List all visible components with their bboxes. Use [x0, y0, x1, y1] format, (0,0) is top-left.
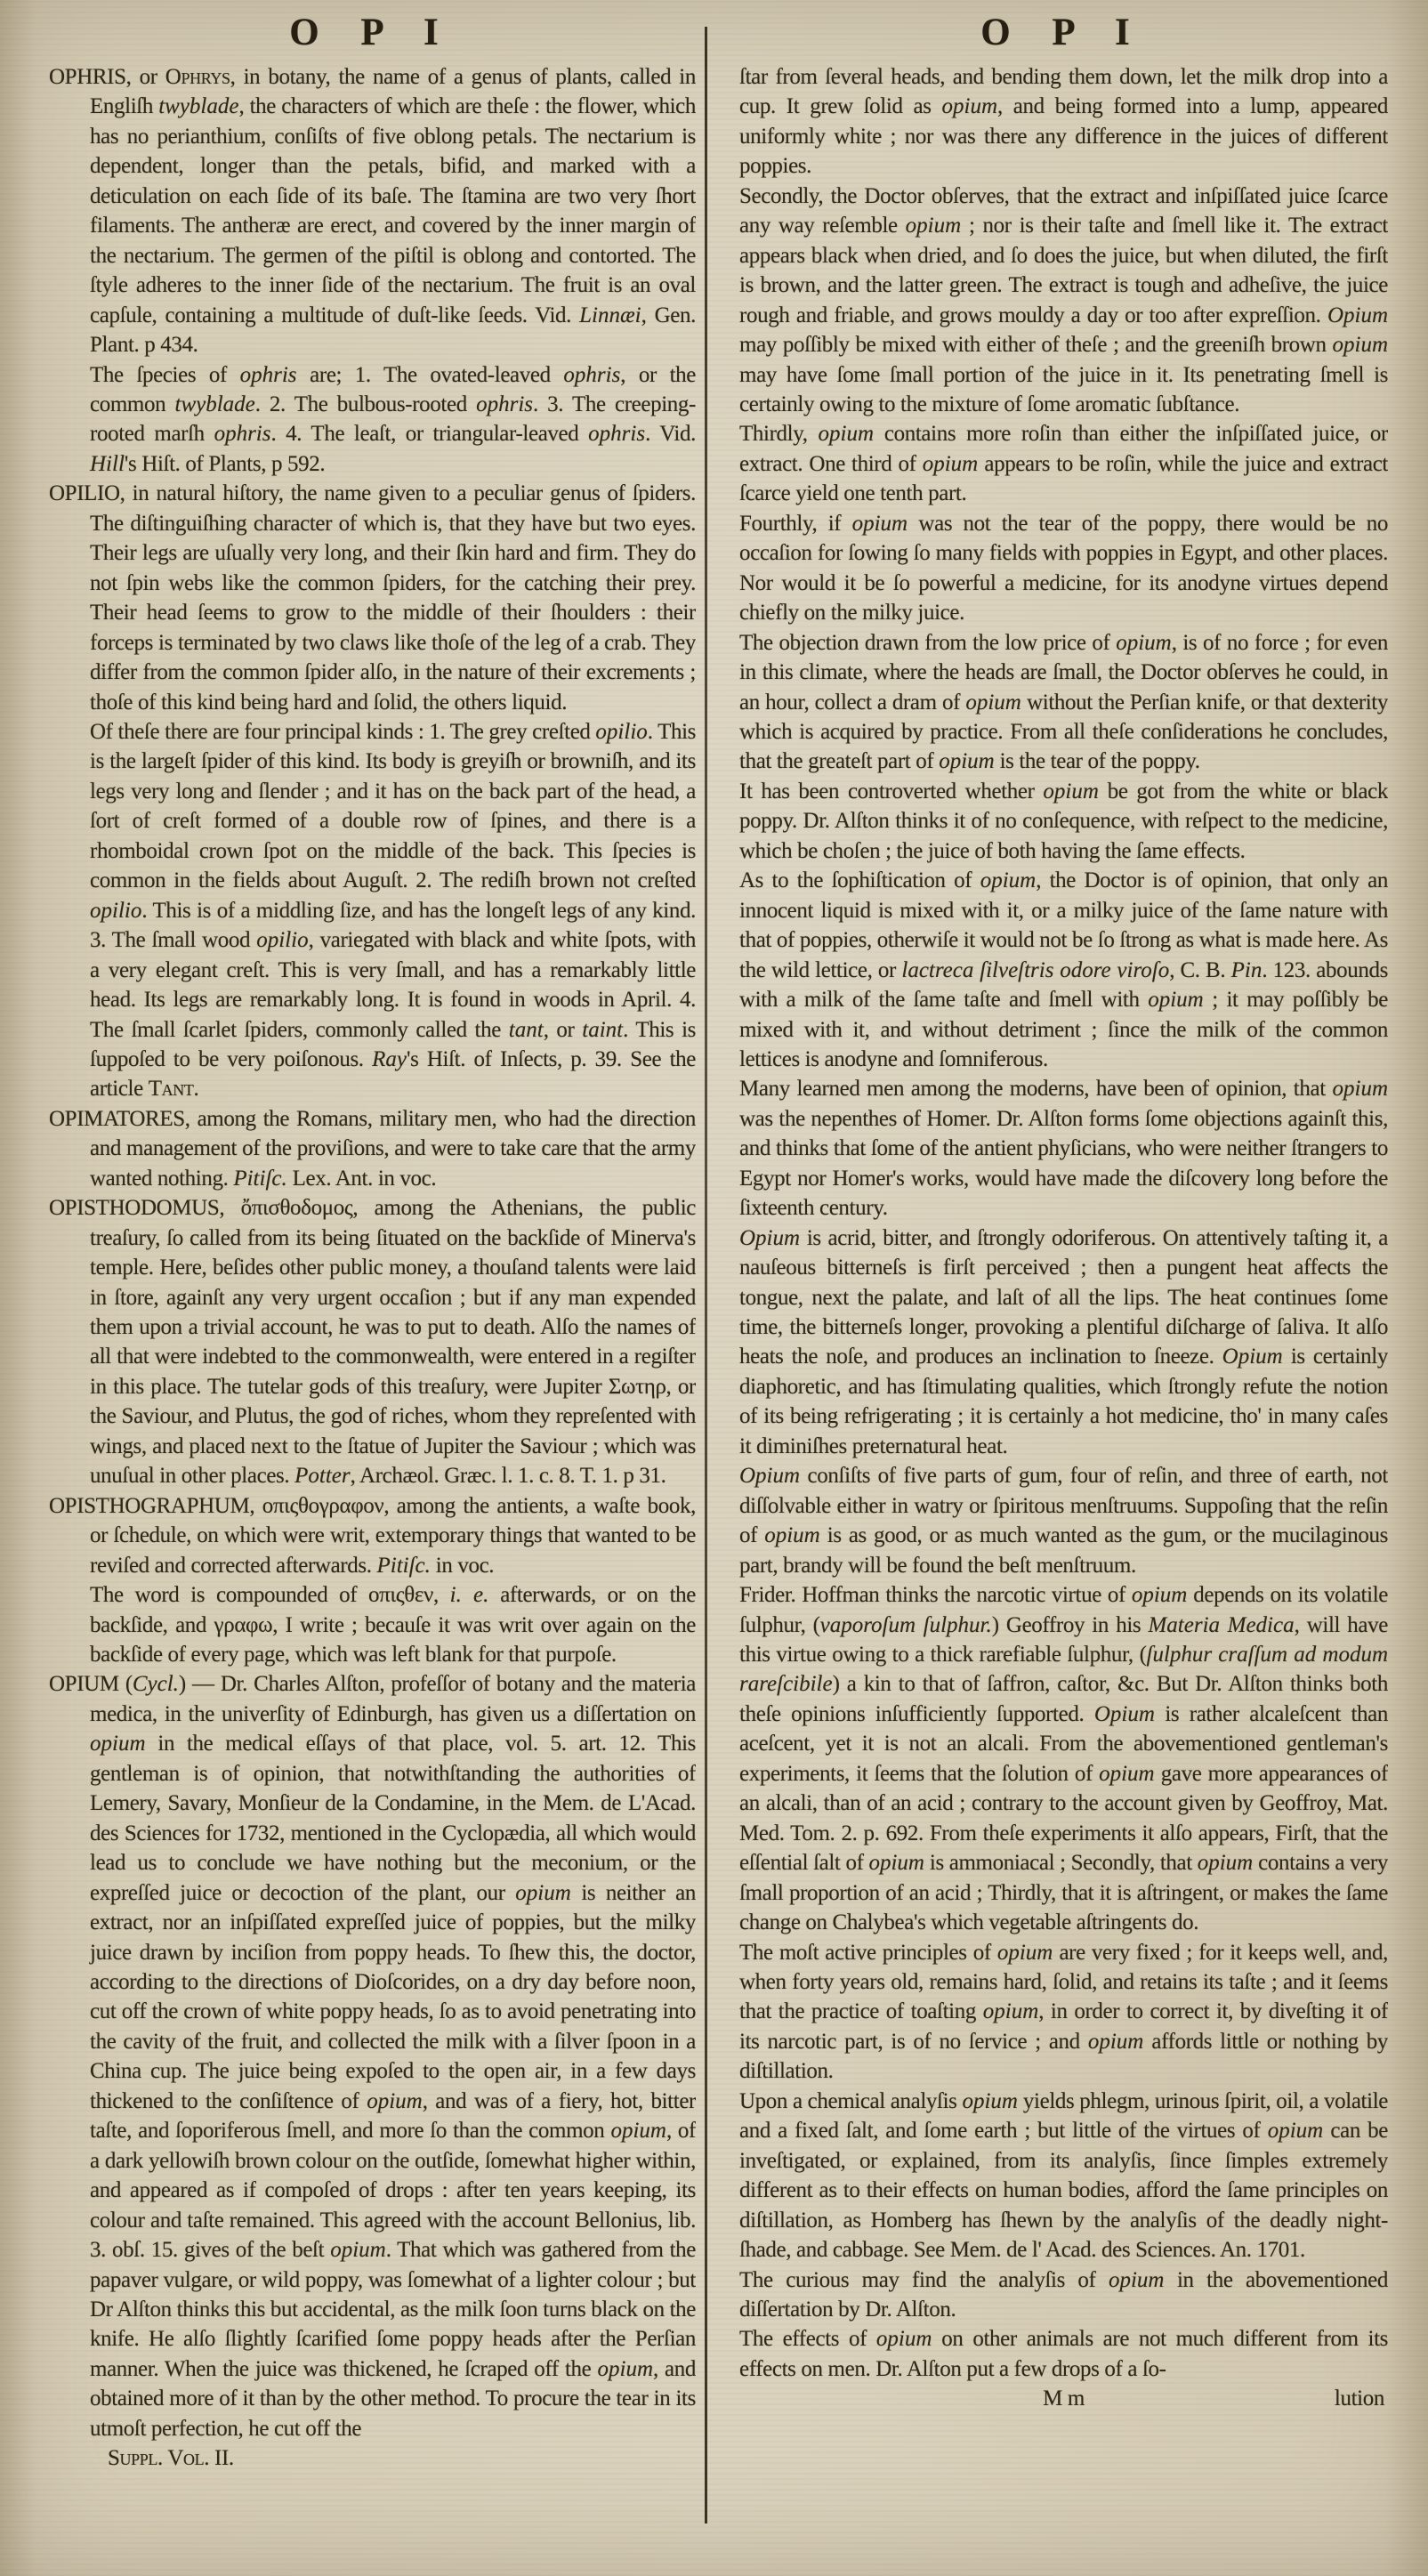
paragraph: Frider. Hoffman thinks the narcotic virtue of opium depends on its volatile ſulphur, (vaporoſum ſulphur.) Geoffroy in his Materia Medica, will have this virtue owing to a thick rarefiable ſulphur, (ſulphur craſſum ad modum rareſcibile) a kin to that of ſaffron, caſtor, &c. But Dr. Alſton thinks both theſe opinions inſufficiently ſupported. Opium is rather alcaleſcent than aceſcent, yet it is not an alcali. From the abovementioned gentleman's experiments, it ſeems that the ſolution of opium gave more appearances of an alcali, than of an acid ; contrary to the account given by Geoffroy, Mat. Med. Tom. 2. p. 692. From theſe experiments it alſo appears, Firſt, that the eſſential ſalt of opium is ammoniacal ; Secondly, that opium contains a very ſmall proportion of an acid ; Thirdly, that it is aſtringent, or makes the ſame change on Chalybea's which vegetable aſtringents do.	[739, 1583, 1388, 1935]
entry-paragraph: OPIUM (Cycl.) — Dr. Charles Alſton, profeſſor of botany and the materia medica, in the univerſity of Edinburgh, has given us a diſſertation on opium in the medical eſſays of that place, vol. 5. art. 12. This gentleman is of opinion, that notwithſtanding the authorities of Lemery, Savary, Monſieur de la Condamine, in the Mem. de L'Acad. des Sciences for 1732, mentioned in the Cyclopædia, all which would lead us to conclude we have nothing but the meconium, or the expreſſed juice or decoction of the plant, our opium is neither an extract, nor an inſpiſſated expreſſed juice of poppies, but the milky juice drawn by inciſion from poppy heads. To ſhew this, the doctor, according to the directions of Dioſcorides, on a dry day before noon, cut off the crown of white poppy heads, ſo as to avoid penetrating into the cavity of the fruit, and collected the milk with a ſilver ſpoon in a China cup. The juice being expoſed to the open air, in a few days thickened to the conſiſtence of opium, and was of a fiery, hot, bitter taſte, and ſoporiferous ſmell, and more ſo than the common opium, of a dark yellowiſh brown colour on the outſide, ſomewhat higher within, and appeared as if compoſed of drops : after ten years keeping, its colour and taſte remained. This agreed with the account Bellonius, lib. 3. obſ. 15. gives of the beſt opium. That which was gathered from the papaver vulgare, or wild poppy, was ſomewhat of a lighter colour ; but Dr Alſton thinks this but accidental, as the milk ſoon turns black on the knife. He alſo ſlightly ſcarified ſome poppy heads after the Perſian manner. When the juice was thickened, he ſcraped off the opium, and obtained more of it than by the other method. To procure the tear in its utmoſt perfection, he cut off the	[49, 1672, 696, 2441]
entry-paragraph: OPISTHODOMUS, ὄπισθοδομος, among the Athenians, the public treaſury, ſo called from its being ſituated on the backſide of Minerva's temple. Here, beſides other public money, a thouſand talents were laid in ſtore, againſt any very urgent occaſion ; but if any man expended them upon a trivial account, he was to put to death. Alſo the names of all that were indebted to the commonwealth, were entered in a regiſter in this place. The tutelar gods of this treaſury, were Jupiter Σωτηρ, or the Saviour, and Plutus, the god of riches, whom they repreſented with wings, and placed next to the ſtatue of Jupiter the Saviour ; which was unuſual in other places. Potter, Archæol. Græc. l. 1. c. 8. T. 1. p 31.	[49, 1196, 696, 1489]
entry-paragraph: OPHRIS, or Ophrys, in botany, the name of a genus of plants, called in Engliſh twyblade, the characters of which are theſe : the flower, which has no perianthium, conſiſts of five oblong petals. The nectarium is dependent, longer than the petals, bifid, and marked with a deticulation on each ſide of its baſe. The ſtamina are two very ſhort filaments. The antheræ are erect, and covered by the inner margin of the nectarium. The germen of the piſtil is oblong and contorted. The ſtyle adheres to the inner ſide of the nectarium. The fruit is an oval capſule, containing a multitude of duſt-like ſeeds. Vid. Linnæi, Gen. Plant. p 434.	[49, 65, 696, 358]
sheet-signature: M m	[1043, 2386, 1085, 2411]
catchword: lution	[1334, 2386, 1384, 2411]
running-head-right: O P I	[980, 12, 1146, 53]
paragraph: Thirdly, opium contains more roſin than either the inſpiſſated juice, or extract. One third of opium appears to be roſin, while the juice and extract ſcarce yield one tenth part.	[739, 422, 1388, 506]
paragraph: Fourthly, if opium was not the tear of the poppy, there would be no occaſion for ſowing ſo many fields with poppies in Egypt, and other places. Nor would it be ſo powerful a medicine, for its anodyne virtues depend chiefly on the milky juice.	[739, 511, 1388, 626]
paragraph: The word is compounded of οπιςθεν, i. e. afterwards, or on the backſide, and γραφω, I write ; becauſe it was writ over again on the backſide of every page, which was left blank for that purpoſe.	[90, 1583, 696, 1668]
paragraph: Secondly, the Doctor obſerves, that the extract and inſpiſſated juice ſcarce any way reſemble opium ; nor is their taſte and ſmell like it. The extract appears black when dried, and ſo does the juice, but when diluted, the firſt is brown, and the latter green. The extract is tough and adheſive, the juice rough and friable, and grows mouldy a day or too after expreſſion. Opium may poſſibly be mixed with either of theſe ; and the greeniſh brown opium may have ſome ſmall portion of the juice in it. Its penetrating ſmell is certainly owing to the mixture of ſome aromatic ſubſtance.	[739, 183, 1388, 416]
paragraph: Opium conſiſts of five parts of gum, four of reſin, and three of earth, not diſſolvable either in watry or ſpiritous menſtruums. Suppoſing that the reſin of opium is as good, or as much wanted as the gum, or the mucilaginous part, brandy will be found the beſt menſtruum.	[739, 1464, 1388, 1578]
paragraph: Of theſe there are four principal kinds : 1. The grey creſted opilio. This is the largeſt ſpider of this kind. Its body is greyiſh or browniſh, and its legs very long and ſlender ; and it has on the back part of the head, a ſort of creſt formed of a double row of ſpines, and there is a rhomboidal crown ſpot on the middle of the back. This ſpecies is common in the fields about Auguſt. 2. The rediſh brown not creſted opilio. This is of a middling ſize, and has the longeſt legs of any kind. 3. The ſmall wood opilio, variegated with black and white ſpots, with a very elegant creſt. This is very ſmall, and has a remarkably little head. Its legs are remarkably long. It is found in woods in April. 4. The ſmall ſcarlet ſpiders, commonly called the tant, or taint. This is ſuppoſed to be very poiſonous. Ray's Hiſt. of Inſects, p. 39. See the article Tant.	[90, 719, 696, 1102]
paragraph: Many learned men among the moderns, have been of opinion, that opium was the nepenthes of Homer. Dr. Alſton forms ſome objections againſt this, and thinks that ſome of the antient phyſicians, who were neither ſtrangers to Egypt nor Homer's works, would have made the diſcovery long before the ſixteenth century.	[739, 1077, 1388, 1221]
paragraph: The objection drawn from the low price of opium, is of no force ; for even in this climate, where the heads are ſmall, the Doctor obſerves he could, in an hour, collect a dram of opium without the Perſian knife, or that dexterity which is acquired by practice. From all theſe conſiderations he concludes, that the greateſt part of opium is the tear of the poppy.	[739, 630, 1388, 774]
paragraph: Suppl. Vol. II.	[108, 2446, 234, 2471]
paragraph: The moſt active principles of opium are very fixed ; for it keeps well, and, when forty years old, remains hard, ſolid, and retains its taſte ; and it ſeems that the practice of toaſting opium, in order to correct it, by diveſting it of its narcotic part, is of no ſervice ; and opium affords little or nothing by diſtillation.	[739, 1940, 1388, 2084]
signature-row	[739, 2384, 1388, 2414]
paragraph: It has been controverted whether opium be got from the white or black poppy. Dr. Alſton thinks it of no conſequence, with reſpect to the medicine, which be choſen ; the juice of both having the ſame effects.	[739, 779, 1388, 863]
paragraph: The effects of opium on other animals are not much different from its effects on men. Dr. Alſton put a few drops of a ſo-	[739, 2327, 1388, 2381]
paragraph: The ſpecies of ophris are; 1. The ovated-leaved ophris, or the common twyblade. 2. The bulbous-rooted ophris. 3. The creeping-rooted marſh ophris. 4. The leaſt, or triangular-leaved ophris. Vid. Hill's Hiſt. of Plants, p 592.	[90, 362, 696, 476]
running-head-left: O P I	[289, 12, 455, 53]
entry-paragraph: OPIMATORES, among the Romans, military men, who had the direction and management of the proviſions, and were to take care that the army wanted nothing. Pitiſc. Lex. Ant. in voc.	[49, 1106, 696, 1191]
column-divider-rule	[705, 27, 707, 2524]
right-column	[739, 62, 1388, 2554]
left-column	[49, 62, 696, 2554]
paragraph: As to the ſophiſtication of opium, the Doctor is of opinion, that only an innocent liquid is mixed with it, or a milky juice of the ſame nature with that of poppies, otherwiſe it would not be ſo ſtrong as what is made here. As the wild lettice, or lactreca ſilveſtris odore viroſo, C. B. Pin. 123. abounds with a milk of the ſame taſte and ſmell with opium ; it may poſſibly be mixed with it, and without detriment ; ſince the milk of the common lettices is anodyne and ſomniferous.	[739, 868, 1388, 1071]
entry-paragraph: OPISTHOGRAPHUM, οπιςθογραφον, among the antients, a waſte book, or ſchedule, on which were writ, extemporary things that wanted to be reviſed and corrected afterwards. Pitiſc. in voc.	[49, 1493, 696, 1578]
paragraph: ſtar from ſeveral heads, and bending them down, let the milk drop into a cup. It grew ſolid as opium, and being formed into a lump, appeared uniformly white ; nor was there any difference in the juices of different poppies.	[739, 65, 1388, 179]
paragraph: The curious may find the analyſis of opium in the abovementioned diſſertation by Dr. Alſton.	[739, 2267, 1388, 2322]
paragraph: Opium is acrid, bitter, and ſtrongly odoriferous. On attentively taſting it, a nauſeous bitterneſs is firſt perceived ; then a pungent heat affects the tongue, next the palate, and laſt of all the lips. The heat continues ſome time, the bitterneſs longer, provoking a plentiful diſcharge of ſaliva. It alſo heats the noſe, and produces an inclination to ſneeze. Opium is certainly diaphoretic, and has ſtimulating qualities, which ſtrongly refute the notion of its being refrigerating ; it is certainly a hot medicine, tho' in many caſes it diminiſhes preternatural heat.	[739, 1225, 1388, 1458]
paragraph: Upon a chemical analyſis opium yields phlegm, urinous ſpirit, oil, a volatile and a fixed ſalt, and ſome earth ; but little of the virtues of opium can be inveſtigated, or explained, from its analyſis, ſince ſimples extremely different as to their effects on human bodies, afford the ſame principles on diſtillation, as Homberg has ſhewn by the analyſis of the deadly night-ſhade, and cabbage. See Mem. de l' Acad. des Sciences. An. 1701.	[739, 2088, 1388, 2263]
entry-paragraph: OPILIO, in natural hiſtory, the name given to a peculiar genus of ſpiders. The diſtinguiſhing character of which is, that they have but two eyes. Their legs are uſually very long, and their ſkin hard and firm. They do not ſpin webs like the common ſpiders, for the catching their prey. Their head ſeems to grow to the middle of their ſhoulders : their forceps is terminated by two claws like thoſe of the leg of a crab. They differ from the common ſpider alſo, in the nature of their excrements ; thoſe of this kind being hard and ſolid, the others liquid.	[49, 481, 696, 715]
